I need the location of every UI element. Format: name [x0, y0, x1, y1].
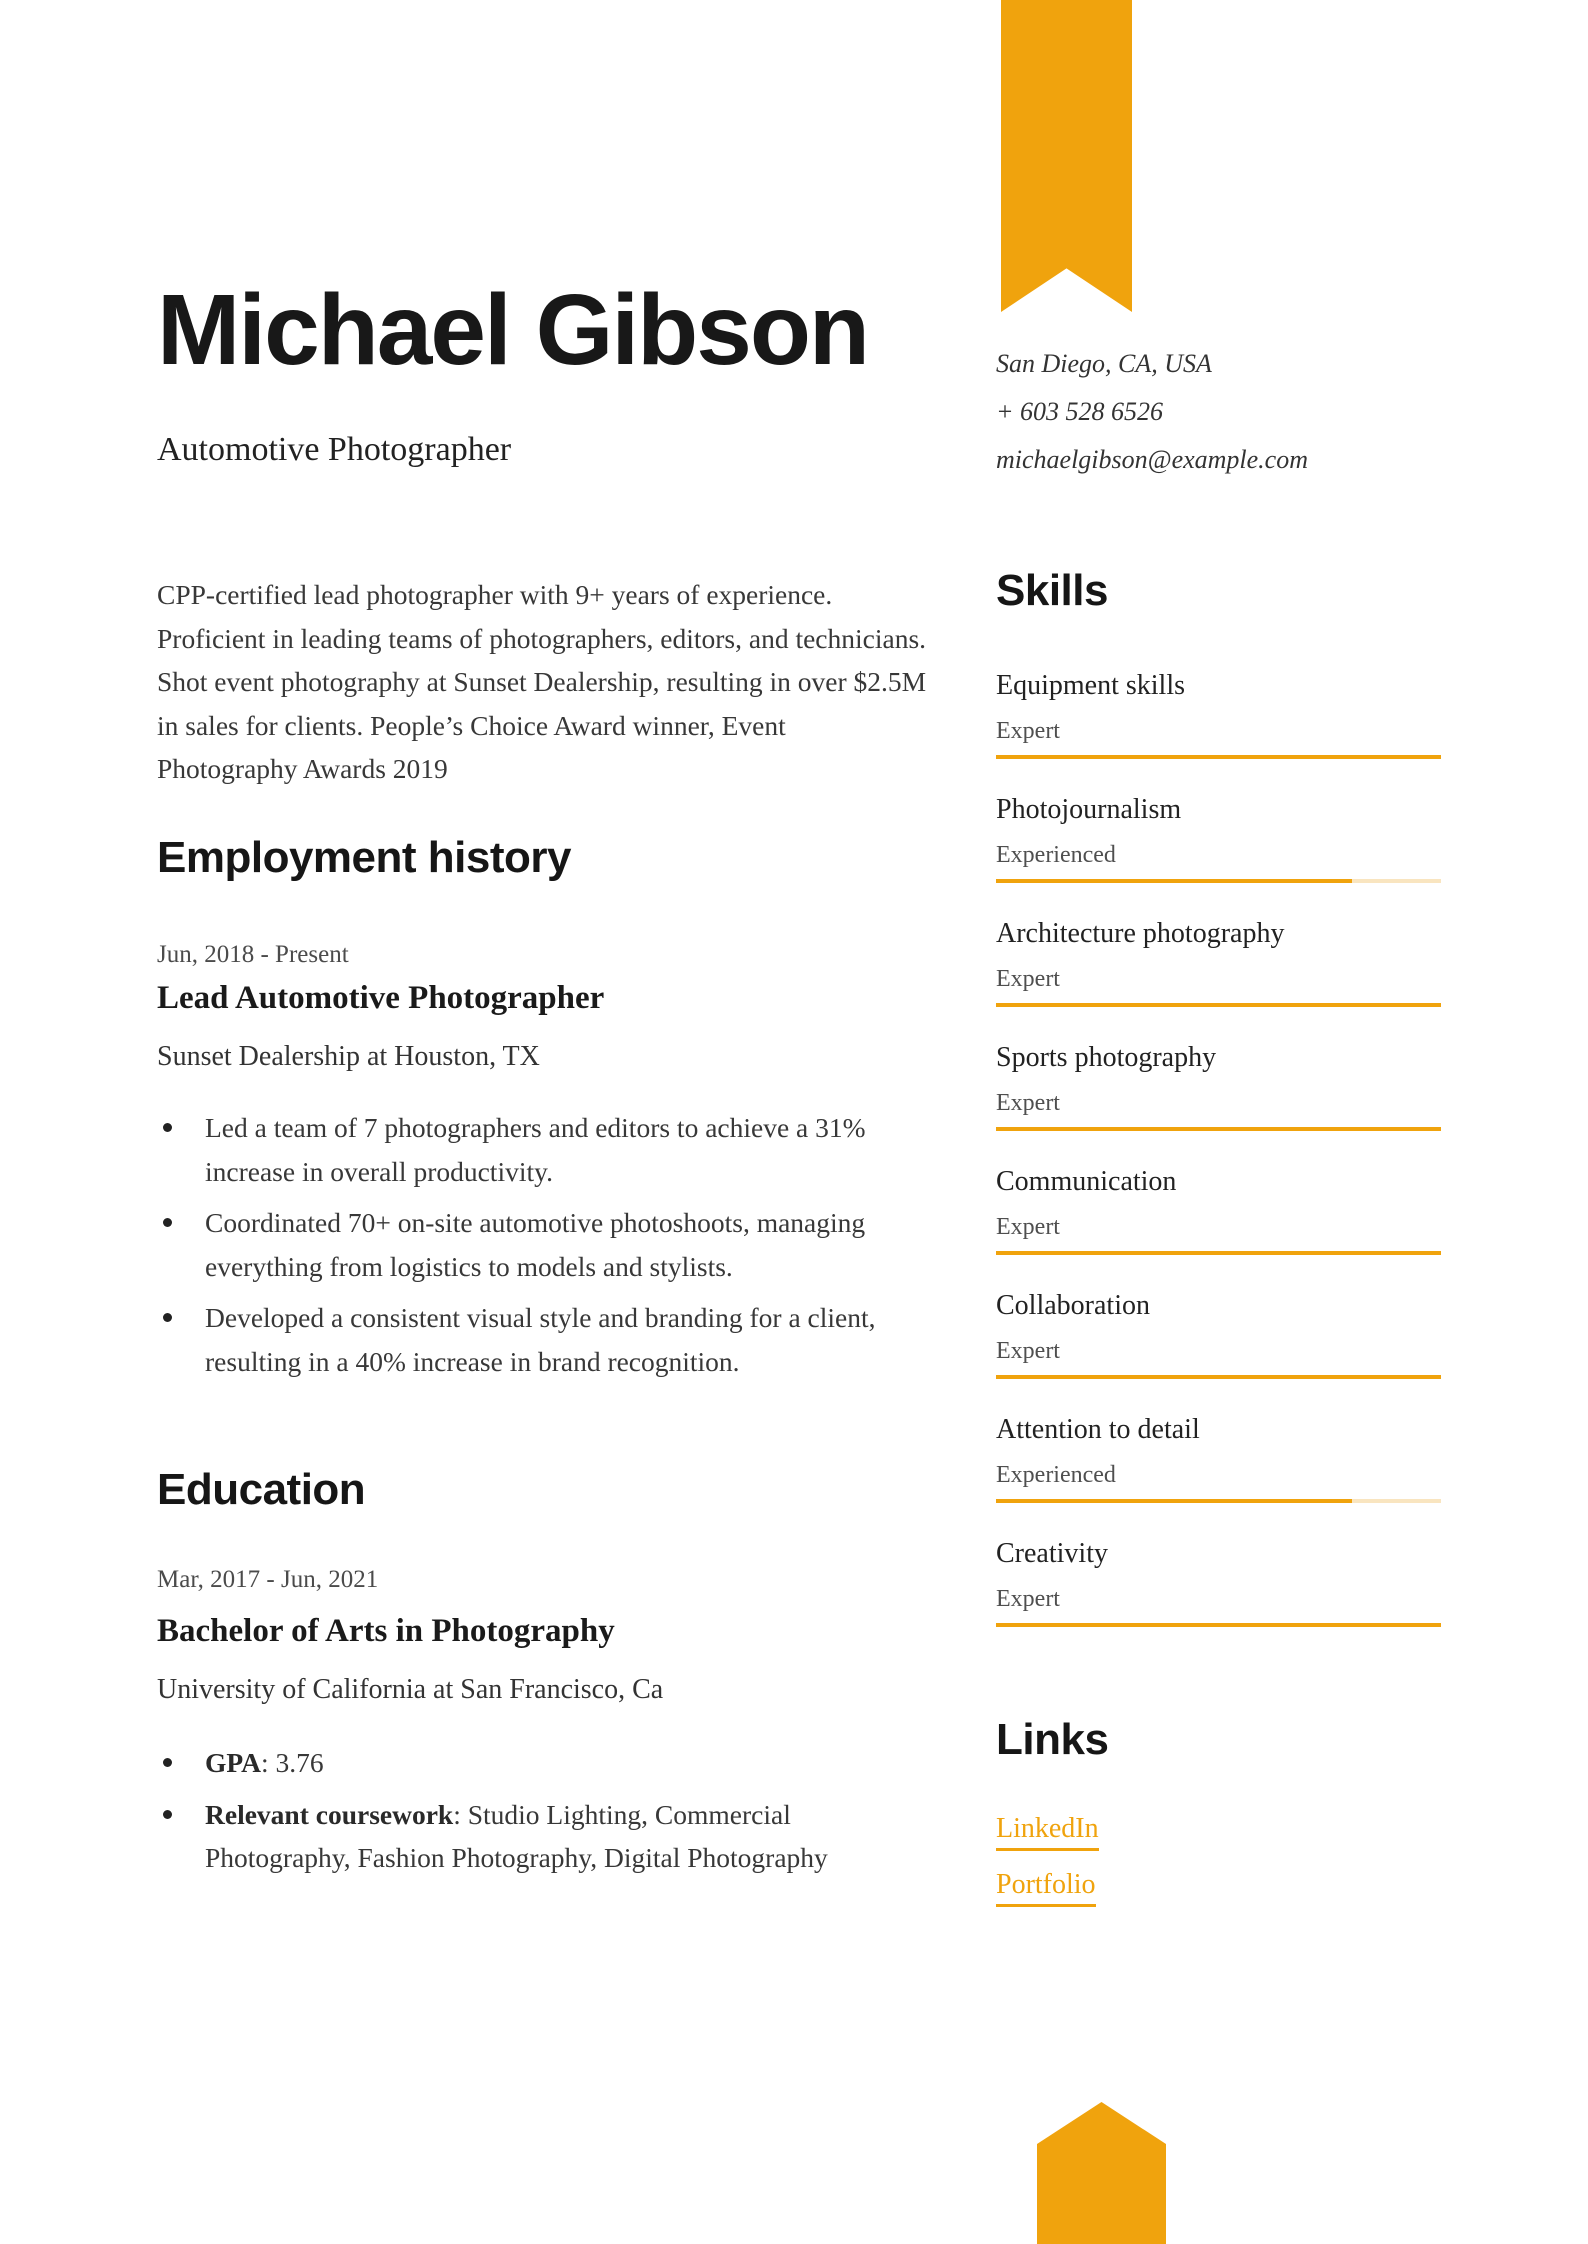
skill-name: Architecture photography	[996, 918, 1285, 949]
skill-level: Experienced	[996, 842, 1116, 868]
person-name: Michael Gibson	[157, 274, 869, 386]
link-portfolio-wrap	[996, 1869, 1096, 1907]
skill-level-bar	[996, 1375, 1441, 1379]
bullet-text: : Studio Lighting, Commercial Photography, Fashion Photography, Digital Photography	[205, 1798, 828, 1873]
link-linkedin-wrap	[996, 1813, 1099, 1851]
skill-level-bar-fill	[996, 1499, 1352, 1503]
education-school: University of California at San Francisco, Ca	[157, 1674, 664, 1705]
skill-level-bar-fill	[996, 1003, 1441, 1007]
skill-name: Collaboration	[996, 1290, 1150, 1321]
skill-level-bar-fill	[996, 1127, 1441, 1131]
education-bullet	[157, 1793, 932, 1880]
link-linkedin[interactable]: LinkedIn	[996, 1813, 1099, 1851]
skill-item	[996, 663, 1441, 787]
contact-email: michaelgibson@example.com	[996, 445, 1308, 474]
skill-name: Attention to detail	[996, 1414, 1200, 1445]
contact-phone: + 603 528 6526	[996, 397, 1164, 426]
profile-summary: CPP-certified lead photographer with 9+ years of experience. Proficient in leading teams of photographers, editors, and technicians. Shot event photography at Sunset Dealership, resulting in over $2.5M in sales for clients. People’s Choice Award winner, Event Photography Awards 2019	[157, 579, 927, 784]
skill-level-bar-fill	[996, 1251, 1441, 1255]
skill-level-bar	[996, 1251, 1441, 1255]
education-degree: Bachelor of Arts in Photography	[157, 1613, 615, 1649]
skill-level: Expert	[996, 718, 1060, 744]
skill-level: Expert	[996, 1214, 1060, 1240]
skill-item	[996, 1159, 1441, 1283]
skill-item	[996, 787, 1441, 911]
skill-level: Expert	[996, 966, 1060, 992]
skill-level: Experienced	[996, 1462, 1116, 1488]
skills-heading: Skills	[996, 566, 1108, 615]
skill-name: Sports photography	[996, 1042, 1217, 1073]
skill-level-bar	[996, 1003, 1441, 1007]
education-bullet	[157, 1741, 932, 1785]
skills-list	[996, 663, 1441, 1655]
skill-level-bar-fill	[996, 1375, 1441, 1379]
skill-level-bar	[996, 879, 1441, 883]
job-dates: Jun, 2018 - Present	[157, 941, 349, 968]
skill-name: Photojournalism	[996, 794, 1182, 825]
skill-level-bar-fill	[996, 879, 1352, 883]
skill-item	[996, 1531, 1441, 1655]
skill-level: Expert	[996, 1090, 1060, 1116]
job-bullet: Coordinated 70+ on-site automotive photoshoots, managing everything from logistics to models and stylists.	[157, 1201, 932, 1288]
arrow-up-shape-icon	[1037, 2102, 1166, 2244]
skill-name: Communication	[996, 1166, 1177, 1197]
skill-level-bar	[996, 1623, 1441, 1627]
skill-item	[996, 1283, 1441, 1407]
skill-level: Expert	[996, 1586, 1060, 1612]
education-dates: Mar, 2017 - Jun, 2021	[157, 1566, 379, 1593]
education-heading: Education	[157, 1465, 366, 1514]
job-headline: Automotive Photographer	[157, 431, 512, 468]
skill-item	[996, 911, 1441, 1035]
skill-name: Creativity	[996, 1538, 1108, 1569]
employment-heading: Employment history	[157, 833, 571, 882]
education-bullet-list	[157, 1741, 932, 1888]
skill-level-bar-fill	[996, 755, 1441, 759]
skill-level-bar	[996, 1499, 1441, 1503]
skill-name: Equipment skills	[996, 670, 1185, 701]
skill-level-bar-fill	[996, 1623, 1441, 1627]
links-heading: Links	[996, 1715, 1109, 1764]
contact-location: San Diego, CA, USA	[996, 349, 1212, 378]
bookmark-ribbon-icon	[1001, 0, 1132, 312]
job-company: Sunset Dealership at Houston, TX	[157, 1041, 540, 1072]
contact-block	[996, 348, 1456, 492]
skill-item	[996, 1035, 1441, 1159]
skill-level: Expert	[996, 1338, 1060, 1364]
job-bullet-list	[157, 1106, 932, 1391]
job-bullet: Developed a consistent visual style and branding for a client, resulting in a 40% increase in brand recognition.	[157, 1296, 932, 1383]
skill-item	[996, 1407, 1441, 1531]
skill-level-bar	[996, 755, 1441, 759]
bullet-label: GPA	[205, 1747, 262, 1778]
skill-level-bar	[996, 1127, 1441, 1131]
job-bullet: Led a team of 7 photographers and editors to achieve a 31% increase in overall productivity.	[157, 1106, 932, 1193]
bullet-text: : 3.76	[261, 1747, 324, 1778]
job-title: Lead Automotive Photographer	[157, 980, 605, 1016]
bullet-label: Relevant coursework	[205, 1798, 454, 1830]
link-portfolio[interactable]: Portfolio	[996, 1869, 1096, 1907]
